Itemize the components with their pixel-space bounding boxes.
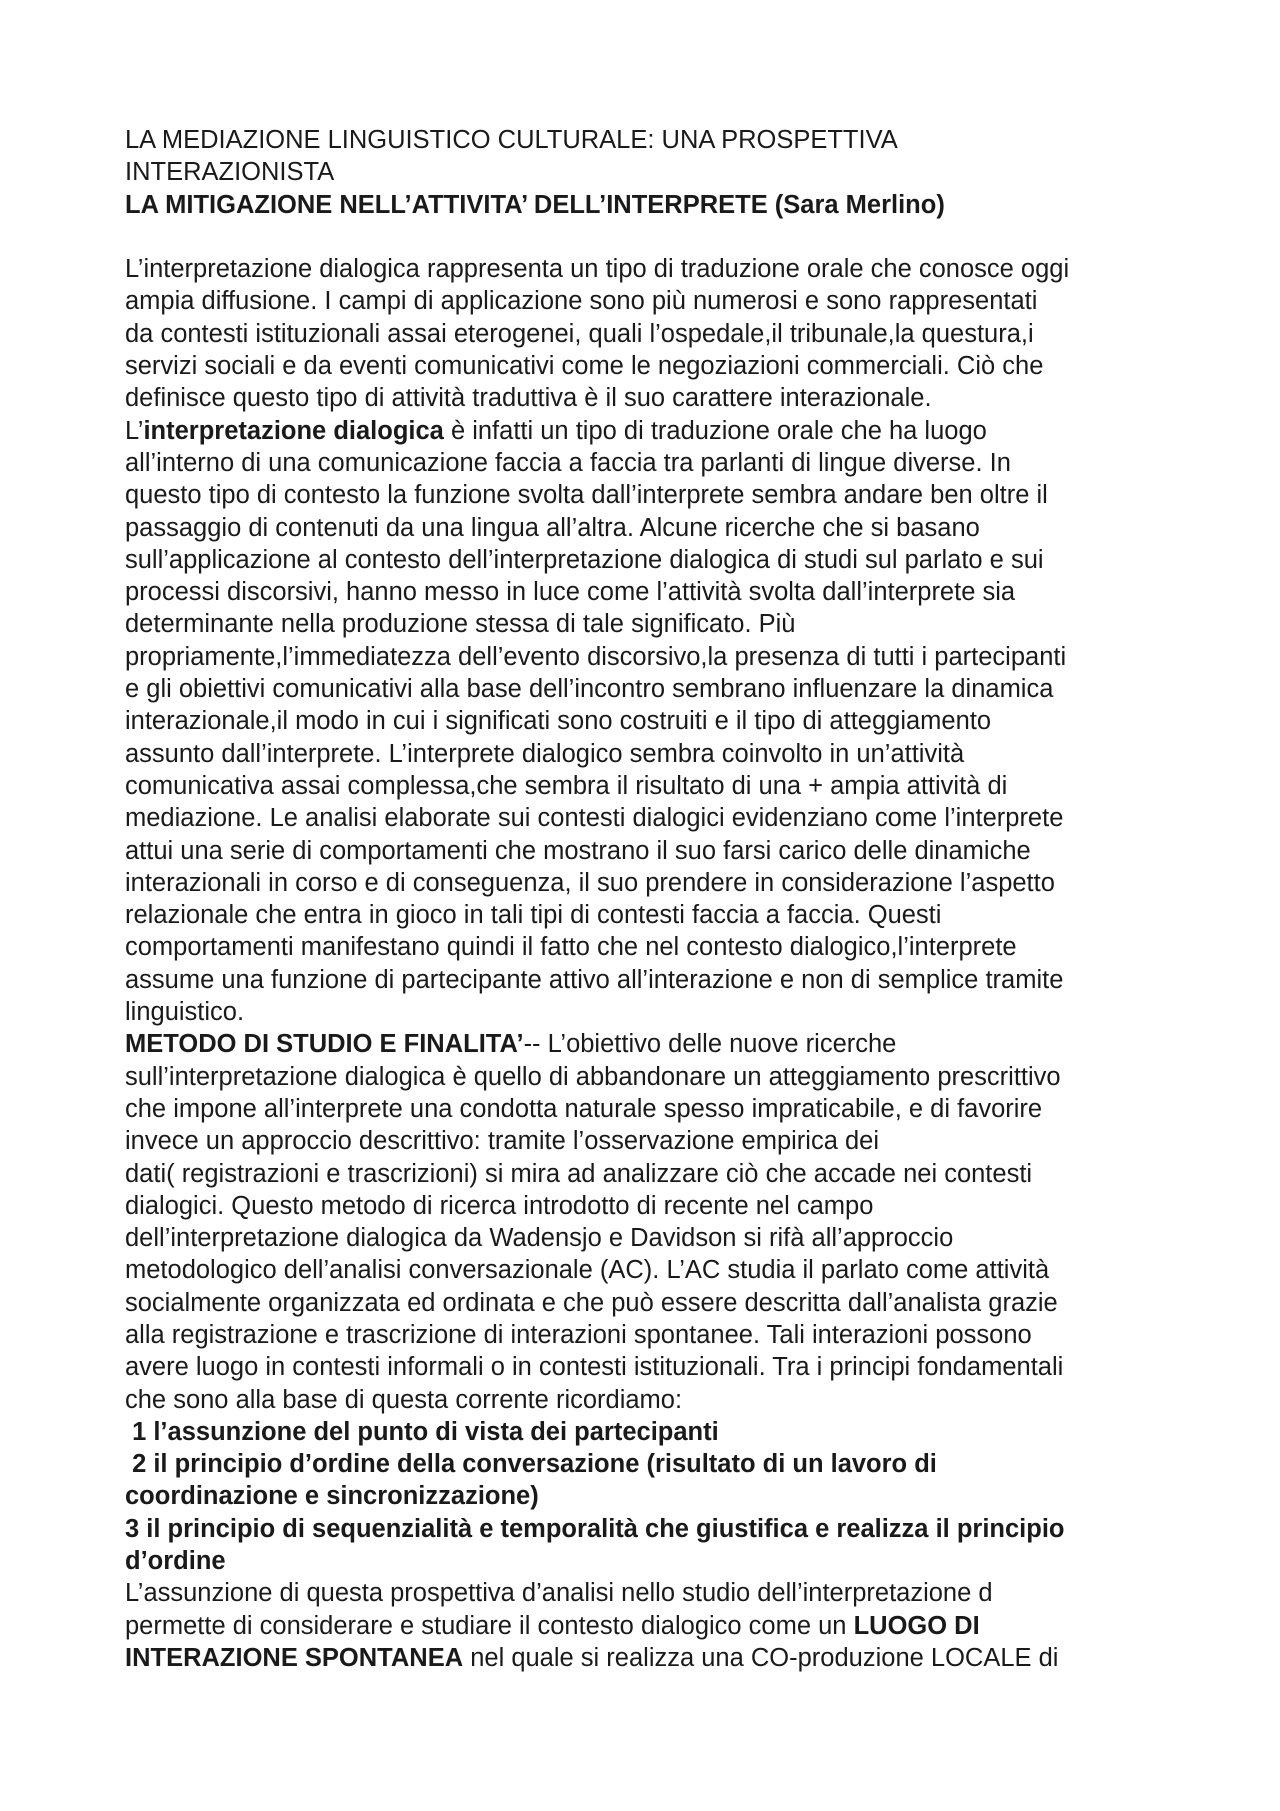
text-line: comunicativa assai complessa,che sembra il risultato di una + ampia attività di [125, 771, 1008, 800]
principle-text: 2 il principio d’ordine della conversazione (risultato di un lavoro di [125, 1450, 937, 1479]
bold-term: INTERAZIONE SPONTANEA [125, 1643, 464, 1672]
text-line: relazionale che entra in gioco in tali tipi di contesti faccia a faccia. Questi [125, 901, 942, 930]
text-line [125, 415, 1185, 447]
text-line [125, 1642, 1185, 1674]
text-fragment: permette di considerare e studiare il contesto dialogico come un [125, 1611, 854, 1640]
title-line: LA MEDIAZIONE LINGUISTICO CULTURALE: UNA PROSPETTIVA [125, 126, 898, 154]
text-line [125, 1610, 1185, 1642]
principle-text: d’ordine [125, 1547, 226, 1576]
text-line: che sono alla base di questa corrente ricordiamo: [125, 1385, 683, 1414]
subtitle-text: LA MITIGAZIONE NELL’ATTIVITA’ DELL’INTERPRETE (Sara Merlino) [125, 190, 945, 219]
bold-term: LUOGO DI [853, 1611, 980, 1640]
paragraph-final [125, 1577, 1185, 1674]
text-line: da contesti istituzionali assai eterogenei, quali l’ospedale,il tribunale,la questura,i [125, 319, 1034, 348]
subtitle [125, 189, 1185, 221]
text-line: L’assunzione di questa prospettiva d’analisi nello studio dell’interpretazione d [125, 1579, 993, 1608]
text-line: metodologico dell’analisi conversazionale (AC). L’AC studia il parlato come attività [125, 1256, 1050, 1285]
text-line: socialmente organizzata ed ordinata e che può essere descritta dall’analista grazie [125, 1288, 1058, 1317]
text-line: servizi sociali e da eventi comunicativi come le negoziazioni commerciali. Ciò che [125, 352, 1044, 381]
principle-text: coordinazione e sincronizzazione) [125, 1482, 539, 1511]
text-line: avere luogo in contesti informali o in contesti istituzionali. Tra i principi fondamentali [125, 1353, 1064, 1382]
text-line: e gli obiettivi comunicativi alla base dell’incontro sembrano influenzare la dinamica [125, 675, 1054, 704]
document-body [125, 124, 1185, 1674]
text-line: L’interpretazione dialogica rappresenta un tipo di traduzione orale che conosce oggi [125, 255, 1070, 284]
text-line: assume una funzione di partecipante attivo all’interazione e non di semplice tramite [125, 965, 1064, 994]
text-line: determinante nella produzione stessa di tale significato. Più [125, 610, 796, 639]
text-line: linguistico. [125, 998, 245, 1027]
text-line: definisce questo tipo di attività traduttiva è il suo carattere interazionale. [125, 384, 932, 413]
text-line: interazionali in corso e di conseguenza, il suo prendere in considerazione l’aspetto [125, 868, 1055, 897]
text-line: dialogici. Questo metodo di ricerca introdotto di recente nel campo [125, 1191, 874, 1220]
text-line: interazionale,il modo in cui i significati sono costruiti e il tipo di atteggiamento [125, 707, 992, 736]
text-line: propriamente,l’immediatezza dell’evento discorsivo,la presenza di tutti i partecipanti [125, 642, 1067, 671]
principle-item [125, 1416, 1185, 1448]
text-line: processi discorsivi, hanno messo in luce come l’attività svolta dall’interprete sia [125, 578, 1016, 607]
paragraph-dialogic [125, 415, 1185, 1029]
principle-text: 1 l’assunzione del punto di vista dei partecipanti [125, 1417, 719, 1446]
bold-term: interpretazione dialogica [143, 416, 444, 445]
text-fragment: nel quale si realizza una CO-produzione LOCALE di [463, 1643, 1059, 1672]
principle-text: 3 il principio di sequenzialità e temporalità che giustifica e realizza il principio [125, 1514, 1065, 1543]
text-line: attui una serie di comportamenti che mostrano il suo farsi carico delle dinamiche [125, 836, 1031, 865]
section-heading: METODO DI STUDIO E FINALITA’ [125, 1030, 524, 1059]
paragraph-method [125, 1028, 1185, 1416]
text-line [125, 1028, 1185, 1060]
principle-item [125, 1480, 1185, 1512]
text-line: sull’applicazione al contesto dell’interpretazione dialogica di studi sul parlato e sui [125, 545, 1044, 574]
blank-line [125, 221, 1185, 253]
text-fragment: -- L’obiettivo delle nuove ricerche [523, 1030, 897, 1059]
text-line: invece un approccio descrittivo: tramite l’osservazione empirica dei [125, 1127, 880, 1156]
text-line: sull’interpretazione dialogica è quello di abbandonare un atteggiamento prescrittivo [125, 1062, 1061, 1091]
principle-item [125, 1448, 1185, 1480]
text-line: questo tipo di contesto la funzione svolta dall’interprete sembra andare ben oltre il [125, 481, 1048, 510]
text-line: mediazione. Le analisi elaborate sui contesti dialogici evidenziano come l’interprete [125, 804, 1064, 833]
text-line: alla registrazione e trascrizione di interazioni spontanee. Tali interazioni possono [125, 1320, 1032, 1349]
text-line: dell’interpretazione dialogica da Wadensjo e Davidson si rifà all’approccio [125, 1224, 954, 1253]
text-line: passaggio di contenuti da una lingua all’altra. Alcune ricerche che si basano [125, 513, 980, 542]
text-fragment: è infatti un tipo di traduzione orale che ha luogo [443, 416, 987, 445]
text-line: che impone all’interprete una condotta naturale spesso impraticabile, e di favorire [125, 1094, 1043, 1123]
principle-item [125, 1545, 1185, 1577]
text-line: comportamenti manifestano quindi il fatto che nel contesto dialogico,l’interprete [125, 933, 1017, 962]
text-line: all’interno di una comunicazione faccia a faccia tra parlanti di lingue diverse. In [125, 448, 1011, 477]
paragraph-intro [125, 253, 1185, 414]
principle-item [125, 1513, 1185, 1545]
text-line: ampia diffusione. I campi di applicazione sono più numerosi e sono rappresentati [125, 287, 1038, 316]
principles-list [125, 1416, 1185, 1577]
text-line: dati( registrazioni e trascrizioni) si mira ad analizzare ciò che accade nei contesti [125, 1159, 1033, 1188]
text-line: assunto dall’interprete. L’interprete dialogico sembra coinvolto in un’attività [125, 739, 965, 768]
title-line: INTERAZIONISTA [125, 158, 335, 187]
text-fragment: L’ [125, 416, 144, 445]
